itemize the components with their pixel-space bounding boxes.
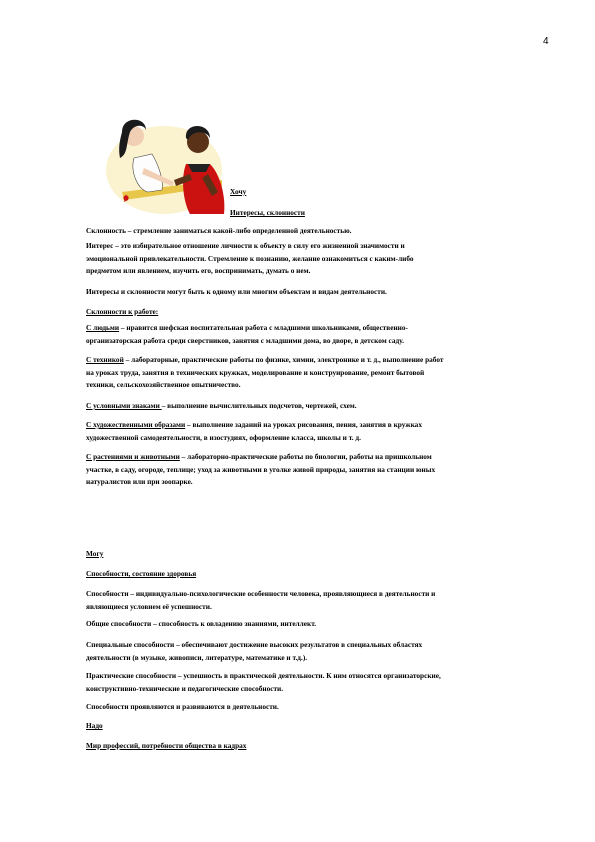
heading-can: Могу [86,549,104,558]
item-technique-line-2: на уроках труда, занятия в технических кружках, моделирование и конструирование, ремонт бытовой [86,367,425,377]
item-nature-term: С растениями и животными [86,452,180,461]
item-nature [86,451,556,489]
definition-interest-line-2: эмоциональной привлекательности. Стремление к познанию, желание ознакомиться с каким-либо [86,253,414,263]
item-art-line-2: художественной самодеятельности, в изостудиях, оформление класса, школы и т. д. [86,432,361,442]
definition-interest-line-3: предметом или явлением, изучить его, воспринимать, думать о нем. [86,266,311,276]
special-abilities-line-2: деятельности (в музыке, живописи, литературе, математике и т.д.). [86,652,308,662]
subheading-abilities: Способности, состояние здоровья [86,569,197,578]
item-people-line-1: – нравится шефская воспитательная работа с младшими школьниками, общественно- [119,323,408,332]
item-art [86,419,556,444]
item-technique-term: С техникой [86,355,124,364]
page-number: 4 [543,36,549,47]
two-women-talking-illustration [104,110,230,214]
item-nature-line-1: – лабораторно-практические работы по биологии, работы на пришкольном [179,452,432,461]
item-signs-term: С условными знаками [86,401,162,410]
interests-objects-text: Интересы и склонности могут быть к одному или многим объектам и видам деятельности. [86,287,387,296]
abilities-development-text: Способности проявляются и развиваются в деятельности. [86,702,279,711]
heading-need: Надо [86,721,103,730]
special-abilities-line-1: Специальные способности – обеспечивают достижение высоких результатов в специальных областях [86,640,423,649]
subheading-interests: Интересы, склонности [230,208,305,217]
general-abilities-text: Общие способности – способность к овладению знаниями, интеллект. [86,619,317,628]
item-people-term: С людьми [86,323,120,332]
item-nature-line-3: натуралистов или при зоопарке. [86,477,193,487]
item-people [86,322,556,347]
item-technique-line-1: – лабораторные, практические работы по физике, химии, электронике и т. д., выполнение работ [123,355,444,364]
item-technique-line-3: техники, сельскохозяйственное опытничество. [86,380,241,390]
item-people-line-2: организаторская работа среди сверстников, занятия с младшими дома, во дворе, в детском саду. [86,335,404,345]
practical-abilities-line-1: Практические способности – успешность в практической деятельности. К ним относятся организаторские, [86,671,441,680]
definition-abilities-line-2: являющиеся условием её успешности. [86,601,212,611]
definition-abilities-line-1: Способности – индивидуально-психологические особенности человека, проявляющиеся в деятельности и [86,589,436,598]
definition-inclination: Склонность – стремление заниматься какой-либо определенной деятельностью. [86,226,352,235]
item-signs-line-1: – выполнение вычислительных подсчетов, чертежей, схем. [161,401,357,410]
item-signs [86,400,556,413]
item-nature-line-2: участке, в саду, огороде, теплице; уход за животными в уголке живой природы, занятия на станции юных [86,464,436,474]
item-technique [86,354,556,392]
heading-want: Хочу [230,187,247,196]
practical-abilities-line-2: конструктивно-технические и педагогические способности. [86,683,284,693]
item-art-line-1: – выполнение заданий на уроках рисования, пения, занятия в кружках [185,420,422,429]
subheading-professions: Мир профессий, потребности общества в кадрах [86,741,247,750]
definition-interest-line-1: Интерес – это избирательное отношение личности к объекту в силу его жизненной значимости и [86,241,405,250]
item-art-term: С художественными образами [86,420,186,429]
work-inclinations-heading: Склонности к работе: [86,307,159,316]
